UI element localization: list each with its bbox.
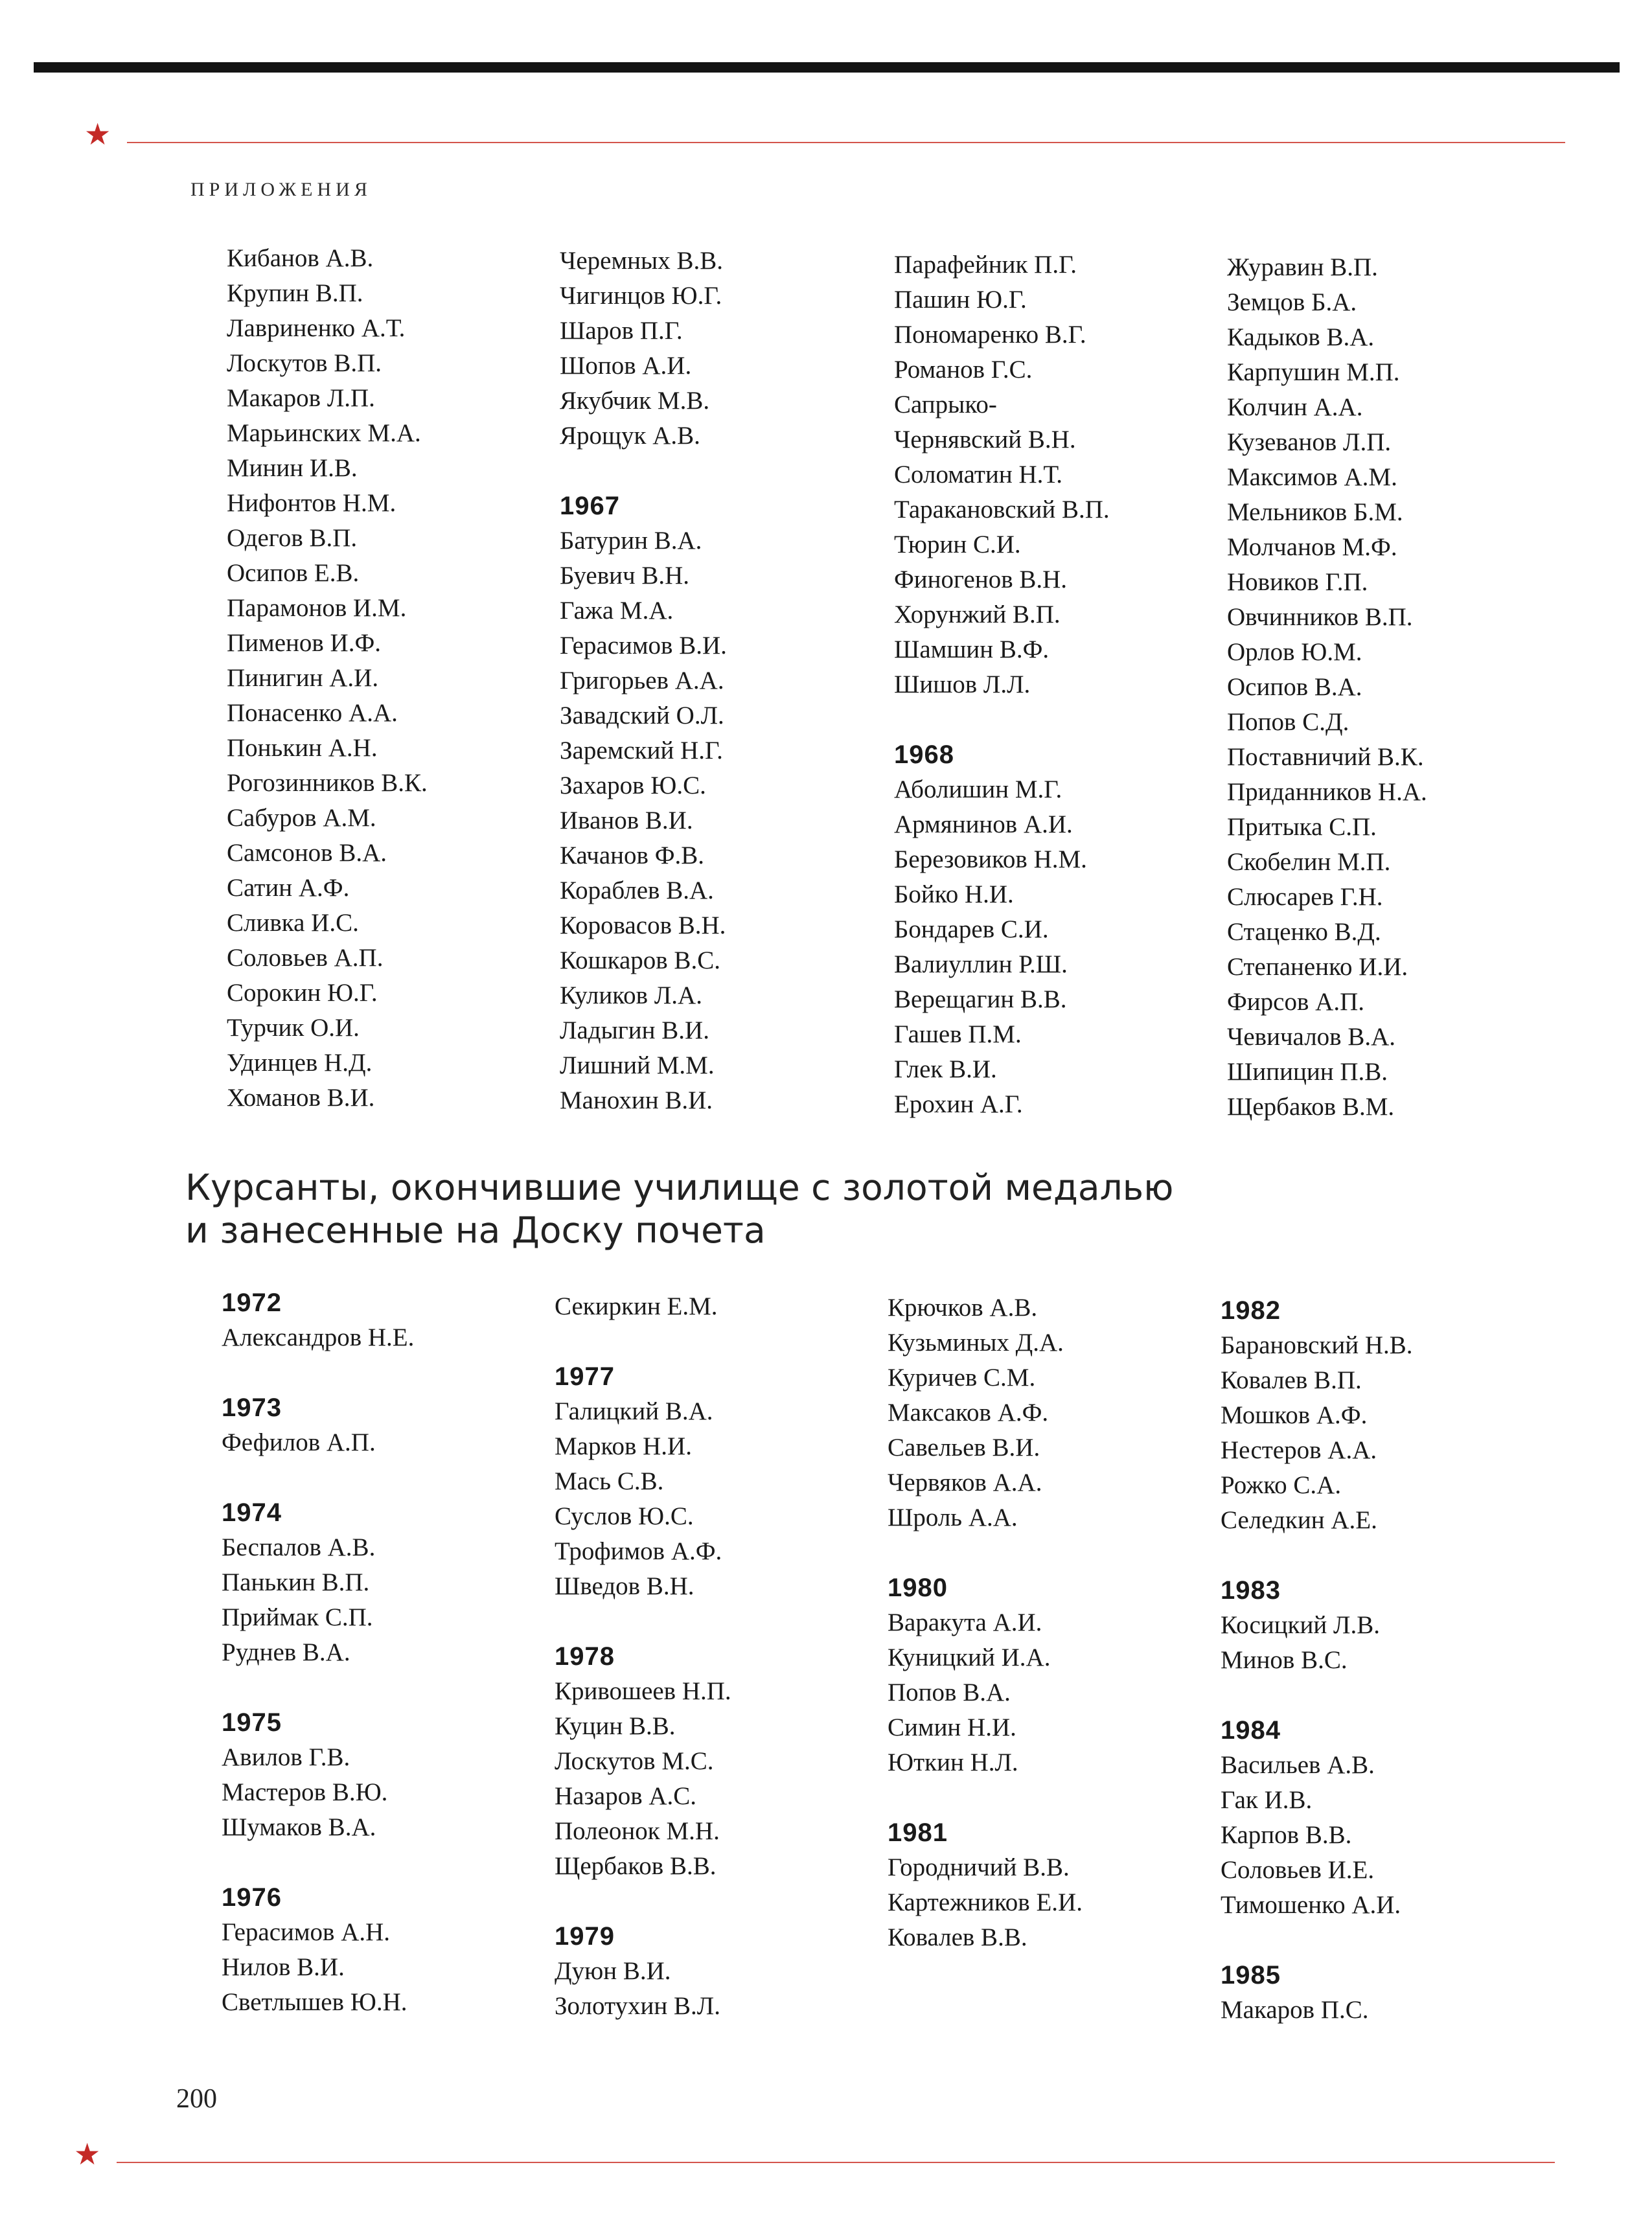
year-group — [1221, 1293, 1557, 1538]
top-list-col-3 — [894, 247, 1231, 1122]
person-name: Шумаков В.А. — [222, 1813, 376, 1841]
year-label: 1983 — [1221, 1576, 1281, 1605]
person-name: Аболишин М.Г. — [894, 775, 1062, 803]
year-label: 1977 — [555, 1362, 615, 1391]
person-name: Нестеров А.А. — [1221, 1436, 1377, 1464]
person-name: Червяков А.А. — [888, 1469, 1042, 1496]
person-name: Приймак С.П. — [222, 1603, 373, 1631]
person-name: Парафейник П.Г. — [894, 251, 1077, 279]
person-name: Ерохин А.Г. — [894, 1090, 1023, 1118]
person-name: Пинигин А.И. — [227, 664, 379, 692]
person-name: Минин И.В. — [227, 454, 358, 482]
person-name: Авилов Г.В. — [222, 1743, 350, 1771]
person-name: Лавриненко А.Т. — [227, 314, 406, 342]
person-name: Завадский О.Л. — [560, 702, 724, 729]
person-name: Минов В.С. — [1221, 1646, 1348, 1674]
medal-col-3 — [888, 1290, 1224, 1955]
person-name: Черемных В.В. — [560, 247, 723, 275]
year-label: 1984 — [1221, 1716, 1281, 1745]
person-name: Назаров А.С. — [555, 1782, 697, 1810]
person-name: Савельев В.И. — [888, 1434, 1040, 1461]
heading-line-2: и занесенные на Доску почета — [185, 1209, 766, 1251]
person-name: Хорунжий В.П. — [894, 601, 1061, 628]
person-name: Панькин В.П. — [222, 1568, 370, 1596]
person-name: Куричев С.М. — [888, 1364, 1036, 1392]
person-name: Кривошеев Н.П. — [555, 1677, 731, 1705]
year-group — [888, 1570, 1224, 1780]
person-name: Мастеров В.Ю. — [222, 1778, 388, 1806]
person-name: Гашев П.М. — [894, 1020, 1022, 1048]
footer-rule — [117, 2162, 1555, 2163]
person-name: Максимов А.М. — [1227, 463, 1397, 491]
person-name: Самсонов В.А. — [227, 839, 387, 867]
person-name: Светлышев Ю.Н. — [222, 1988, 407, 2016]
person-name: Косицкий Л.В. — [1221, 1611, 1380, 1639]
person-name: Таракановский В.П. — [894, 496, 1110, 523]
name-list — [560, 523, 897, 1118]
year-label: 1974 — [222, 1498, 282, 1527]
person-name: Коровасов В.Н. — [560, 911, 726, 939]
person-name: Кибанов А.В. — [227, 244, 374, 272]
person-name: Шишов Л.Л. — [894, 670, 1031, 698]
person-name: Герасимов А.Н. — [222, 1918, 391, 1946]
person-name: Тюрин С.И. — [894, 531, 1021, 558]
year-label: 1972 — [222, 1289, 282, 1317]
person-name: Осипов Е.В. — [227, 559, 360, 587]
person-name: Полеонок М.Н. — [555, 1817, 720, 1845]
person-name: Мошков А.Ф. — [1221, 1401, 1368, 1429]
person-name: Кошкаров В.С. — [560, 946, 720, 974]
person-name: Орлов Ю.М. — [1227, 638, 1362, 666]
year-label: 1980 — [888, 1574, 948, 1602]
person-name: Шведов В.Н. — [555, 1572, 694, 1600]
medal-col-1 — [222, 1285, 558, 2020]
person-name: Чевичалов В.А. — [1227, 1023, 1396, 1051]
year-group — [222, 1705, 558, 1845]
person-name: Понасенко А.А. — [227, 699, 398, 727]
person-name: Шроль А.А. — [888, 1504, 1018, 1531]
person-name: Ковалев В.П. — [1221, 1366, 1362, 1394]
person-name: Чигинцов Ю.Г. — [560, 282, 722, 310]
person-name: Кадыков В.А. — [1227, 323, 1375, 351]
person-name: Золотухин В.Л. — [555, 1992, 720, 2020]
person-name: Гак И.В. — [1221, 1786, 1313, 1814]
person-name: Тимошенко А.И. — [1221, 1891, 1401, 1919]
year-label: 1982 — [1221, 1296, 1281, 1325]
person-name: Романов Г.С. — [894, 356, 1033, 384]
person-name: Иванов В.И. — [560, 807, 693, 834]
person-name: Сатин А.Ф. — [227, 874, 350, 902]
person-name: Турчик О.И. — [227, 1014, 360, 1042]
person-name: Сапрыко- — [894, 391, 997, 418]
person-name: Григорьев А.А. — [560, 667, 724, 694]
year-label: 1973 — [222, 1393, 282, 1422]
name-list — [894, 247, 1231, 702]
person-name: Стаценко В.Д. — [1227, 918, 1381, 946]
year-label: 1976 — [222, 1883, 282, 1912]
person-name: Куницкий И.А. — [888, 1644, 1051, 1671]
person-name: Притыка С.П. — [1227, 813, 1377, 841]
person-name: Кузеванов Л.П. — [1227, 428, 1392, 456]
top-list-col-2 — [560, 244, 897, 1118]
top-list-col-4 — [1227, 250, 1564, 1125]
person-name: Одегов В.П. — [227, 524, 358, 552]
person-name: Сливка И.С. — [227, 909, 359, 937]
person-name: Поставничий В.К. — [1227, 743, 1424, 771]
year-label: 1985 — [1221, 1961, 1281, 1989]
person-name: Крупин В.П. — [227, 279, 363, 307]
person-name: Фефилов А.П. — [222, 1428, 376, 1456]
person-name: Бойко Н.И. — [894, 880, 1014, 908]
person-name: Чернявский В.Н. — [894, 426, 1076, 453]
name-list — [555, 1289, 891, 1324]
name-list — [888, 1290, 1224, 1535]
person-name: Макаров Л.П. — [227, 384, 375, 412]
person-name: Соломатин Н.Т. — [894, 461, 1063, 488]
year-groups — [888, 1570, 1224, 1955]
year-group — [222, 1495, 558, 1670]
person-name: Пашин Ю.Г. — [894, 286, 1027, 314]
person-name: Руднев В.А. — [222, 1638, 350, 1666]
person-name: Ковалев В.В. — [888, 1923, 1027, 1951]
person-name: Колчин А.А. — [1227, 393, 1363, 421]
person-name: Парамонов И.М. — [227, 594, 407, 622]
year-group — [555, 1359, 891, 1604]
person-name: Беспалов А.В. — [222, 1533, 376, 1561]
person-name: Нилов В.И. — [222, 1953, 345, 1981]
person-name: Кузьминых Д.А. — [888, 1329, 1064, 1357]
person-name: Якубчик М.В. — [560, 387, 710, 415]
person-name: Новиков Г.П. — [1227, 568, 1368, 596]
person-name: Земцов Б.А. — [1227, 288, 1357, 316]
person-name: Шаров П.Г. — [560, 317, 683, 345]
person-name: Шипицин П.В. — [1227, 1058, 1388, 1086]
person-name: Сорокин Ю.Г. — [227, 979, 378, 1007]
person-name: Слюсарев Г.Н. — [1227, 883, 1383, 911]
person-name: Соловьев А.П. — [227, 944, 384, 972]
person-name: Куцин В.В. — [555, 1712, 676, 1740]
person-name: Верещагин В.В. — [894, 985, 1067, 1013]
person-name: Щербаков В.М. — [1227, 1093, 1395, 1121]
person-name: Лишний М.М. — [560, 1051, 715, 1079]
person-name: Ладыгин В.И. — [560, 1016, 709, 1044]
star-icon: ★ — [84, 117, 111, 152]
person-name: Карпушин М.П. — [1227, 358, 1400, 386]
person-name: Осипов В.А. — [1227, 673, 1362, 701]
person-name: Степаненко И.И. — [1227, 953, 1408, 981]
person-name: Макаров П.С. — [1221, 1996, 1369, 2024]
year-group — [888, 1815, 1224, 1955]
year-label: 1975 — [222, 1708, 282, 1737]
person-name: Скобелин М.П. — [1227, 848, 1391, 876]
person-name: Щербаков В.В. — [555, 1852, 717, 1880]
person-name: Варакута А.И. — [888, 1609, 1042, 1636]
person-name: Мельников Б.М. — [1227, 498, 1403, 526]
person-name: Хоманов В.И. — [227, 1084, 375, 1112]
name-list — [560, 244, 897, 453]
name-list — [894, 772, 1231, 1122]
person-name: Попов С.Д. — [1227, 708, 1349, 736]
person-name: Соловьев И.Е. — [1221, 1856, 1375, 1884]
person-name: Юткин Н.Л. — [888, 1748, 1018, 1776]
person-name: Куликов Л.А. — [560, 981, 702, 1009]
person-name: Журавин В.П. — [1227, 253, 1378, 281]
top-bar — [34, 62, 1620, 73]
person-name: Ярощук А.В. — [560, 422, 700, 450]
person-name: Городничий В.В. — [888, 1853, 1070, 1881]
person-name: Карпов В.В. — [1221, 1821, 1352, 1849]
person-name: Лоскутов М.С. — [555, 1747, 714, 1775]
medal-col-4 — [1221, 1293, 1557, 2028]
year-group — [1221, 1713, 1557, 1923]
medal-col-2 — [555, 1289, 891, 2024]
year-groups — [222, 1285, 558, 2020]
header-rule — [127, 142, 1565, 143]
person-name: Манохин В.И. — [560, 1086, 713, 1114]
person-name: Удинцев Н.Д. — [227, 1049, 373, 1077]
person-name: Батурин В.А. — [560, 527, 702, 555]
person-name: Пименов И.Ф. — [227, 629, 382, 657]
name-list — [1227, 250, 1564, 1125]
person-name: Пономаренко В.Г. — [894, 321, 1086, 349]
person-name: Валиуллин Р.Ш. — [894, 950, 1068, 978]
person-name: Максаков А.Ф. — [888, 1399, 1049, 1427]
person-name: Шопов А.И. — [560, 352, 692, 380]
person-name: Суслов Ю.С. — [555, 1502, 694, 1530]
year-group — [1221, 1573, 1557, 1678]
person-name: Бондарев С.И. — [894, 915, 1049, 943]
person-name: Попов В.А. — [888, 1679, 1011, 1706]
person-name: Симин Н.И. — [888, 1714, 1016, 1741]
star-icon: ★ — [74, 2137, 101, 2172]
year-groups — [1221, 1293, 1557, 2028]
person-name: Галицкий В.А. — [555, 1397, 713, 1425]
person-name: Фирсов А.П. — [1227, 988, 1364, 1016]
year-group — [1221, 1958, 1557, 2028]
section-label: ПРИЛОЖЕНИЯ — [190, 179, 372, 200]
person-name: Марьинских М.А. — [227, 419, 421, 447]
person-name: Мась С.В. — [555, 1467, 664, 1495]
name-list — [227, 241, 564, 1116]
year-group — [222, 1880, 558, 2020]
person-name: Буевич В.Н. — [560, 562, 690, 590]
person-name: Трофимов А.Ф. — [555, 1537, 722, 1565]
person-name: Секиркин Е.М. — [555, 1292, 718, 1320]
person-name: Понькин А.Н. — [227, 734, 378, 762]
person-name: Заремский Н.Г. — [560, 737, 723, 764]
person-name: Качанов Ф.В. — [560, 842, 705, 869]
year-label: 1979 — [555, 1922, 615, 1951]
person-name: Приданников Н.А. — [1227, 778, 1427, 806]
person-name: Васильев А.В. — [1221, 1751, 1375, 1779]
person-name: Лоскутов В.П. — [227, 349, 382, 377]
person-name: Барановский Н.В. — [1221, 1331, 1413, 1359]
heading-line-1: Курсанты, окончившие училище с золотой медалью — [185, 1167, 1174, 1208]
person-name: Марков Н.И. — [555, 1432, 692, 1460]
person-name: Рожко С.А. — [1221, 1471, 1342, 1499]
person-name: Овчинников В.П. — [1227, 603, 1413, 631]
person-name: Герасимов В.И. — [560, 632, 727, 659]
person-name: Глек В.И. — [894, 1055, 997, 1083]
person-name: Селедкин А.Е. — [1221, 1506, 1377, 1534]
section-heading — [185, 1166, 1351, 1252]
person-name: Шамшин В.Ф. — [894, 636, 1050, 663]
person-name: Захаров Ю.С. — [560, 772, 706, 799]
person-name: Рогозинников В.К. — [227, 769, 428, 797]
person-name: Александров Н.Е. — [222, 1324, 415, 1351]
year-label: 1967 — [560, 492, 620, 520]
year-label: 1981 — [888, 1818, 948, 1847]
person-name: Дуюн В.И. — [555, 1957, 671, 1985]
year-group — [555, 1919, 891, 2024]
top-list-col-1 — [227, 241, 564, 1116]
year-group — [555, 1639, 891, 1884]
year-label: 1968 — [894, 740, 954, 769]
person-name: Сабуров А.М. — [227, 804, 376, 832]
year-groups — [555, 1359, 891, 2024]
person-name: Молчанов М.Ф. — [1227, 533, 1397, 561]
page-number: 200 — [176, 2084, 217, 2114]
person-name: Крючков А.В. — [888, 1294, 1038, 1322]
year-group — [222, 1285, 558, 1355]
person-name: Картежников Е.И. — [888, 1888, 1083, 1916]
person-name: Березовиков Н.М. — [894, 845, 1087, 873]
person-name: Нифонтов Н.М. — [227, 489, 396, 517]
person-name: Кораблев В.А. — [560, 877, 714, 904]
person-name: Армянинов А.И. — [894, 810, 1073, 838]
person-name: Гажа М.А. — [560, 597, 674, 625]
year-group — [222, 1390, 558, 1460]
person-name: Финогенов В.Н. — [894, 566, 1068, 593]
year-label: 1978 — [555, 1642, 615, 1671]
